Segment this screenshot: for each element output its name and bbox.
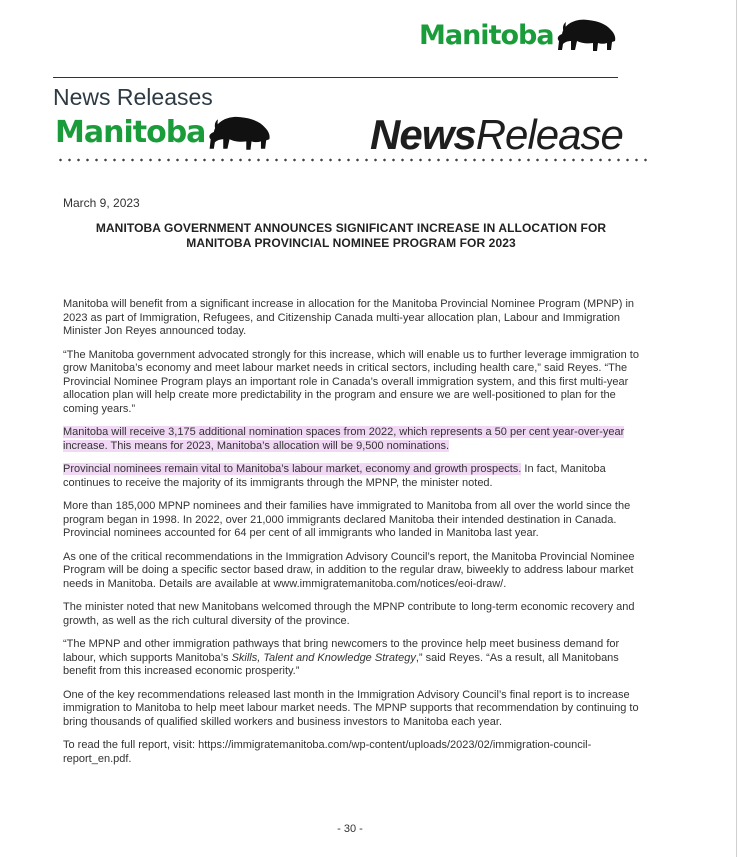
paragraph: To read the full report, visit: https://immigratemanitoba.com/wp-content/uploads/2023/02/immigration-council-report_en.pdf. <box>63 739 592 765</box>
dotted-divider <box>56 158 648 162</box>
paragraph-text: In fact, Manitoba continues to receive the majority of its immigrants through the MPNP, the minister noted. <box>63 463 606 489</box>
paragraph-text: ,” said Reyes. “As a result, all Manitobans benefit from this increased economic prosperity.” <box>63 651 619 677</box>
paragraph: As one of the critical recommendations in the Immigration Advisory Council’s report, the Manitoba Provincial Nominee Program will be doing a specific sector based draw, in addition to the regular draw, biweekly to address labour market needs in Manitoba. Details are available at www.immigratemanitoba.com/notices/eoi-draw/. <box>63 550 635 590</box>
news-release-light: Release <box>475 111 623 158</box>
paragraph <box>63 463 643 490</box>
manitoba-wordmark: Manitoba <box>55 115 206 150</box>
paragraph: More than 185,000 MPNP nominees and their families have immigrated to Manitoba from all over the world since the program began in 1998. In 2022, over 21,000 immigrants declared Manitoba their intended destination in Canada. Provincial nominees accounted for 64 per cent of all immigrants who landed in Manitoba last year. <box>63 500 631 539</box>
news-release-wordmark <box>370 107 623 163</box>
paragraph: “The Manitoba government advocated strongly for this increase, which will enable us to further leverage immigration to grow Manitoba’s economy and meet labour market needs in critical sectors, including health care,” said Reyes. “The Provincial Nominee Program plays an important role in Canada’s overall immigration system, and this first multi-year allocation plan will help create more predictability in the program and ensure we are well-positioned to plan for the coming years.” <box>63 348 639 415</box>
section-title: News Releases <box>53 84 213 110</box>
manitoba-logo-top <box>419 14 618 56</box>
bison-icon <box>556 14 618 56</box>
release-date: March 9, 2023 <box>63 196 140 210</box>
highlighted-text: Provincial nominees remain vital to Manitoba’s labour market, economy and growth prospects. <box>63 463 522 475</box>
release-body <box>63 298 643 776</box>
manitoba-logo-banner <box>55 111 273 155</box>
strategy-title: Skills, Talent and Knowledge Strategy <box>231 651 416 664</box>
highlighted-text: Manitoba will receive 3,175 additional nomination spaces from 2022, which represents a 50 per cent year-over-year increase. This means for 2023, Manitoba’s allocation will be 9,500 nominations. <box>63 426 625 452</box>
page-edge <box>736 0 737 857</box>
paragraph: The minister noted that new Manitobans welcomed through the MPNP contribute to long-term economic recovery and growth, as well as the rich cultural diversity of the province. <box>63 601 635 627</box>
manitoba-wordmark: Manitoba <box>419 20 554 51</box>
news-release-bold: News <box>370 111 476 158</box>
header-rule <box>53 77 618 78</box>
headline: MANITOBA GOVERNMENT ANNOUNCES SIGNIFICANT INCREASE IN ALLOCATION FOR MANITOBA PROVINCIAL NOMINEE PROGRAM FOR 2023 <box>95 221 607 250</box>
page-number: - 30 - <box>337 823 363 835</box>
paragraph: Manitoba will benefit from a significant increase in allocation for the Manitoba Provincial Nominee Program (MPNP) in 2023 as part of Immigration, Refugees, and Citizenship Canada multi-year allocation plan, Labour and Immigration Minister Jon Reyes announced today. <box>63 298 635 337</box>
bison-icon <box>207 111 273 155</box>
paragraph-text: “The MPNP and other immigration pathways that bring newcomers to the province help meet business demand for labour, which supports Manitoba’s <box>63 638 620 664</box>
paragraph <box>63 426 643 453</box>
paragraph: One of the key recommendations released last month in the Immigration Advisory Council’s final report is to increase immigration to Manitoba to help meet labour market needs. The MPNP supports that recommendation by continuing to bring thousands of qualified skilled workers and business investors to Manitoba each year. <box>63 688 639 728</box>
paragraph <box>63 638 643 679</box>
